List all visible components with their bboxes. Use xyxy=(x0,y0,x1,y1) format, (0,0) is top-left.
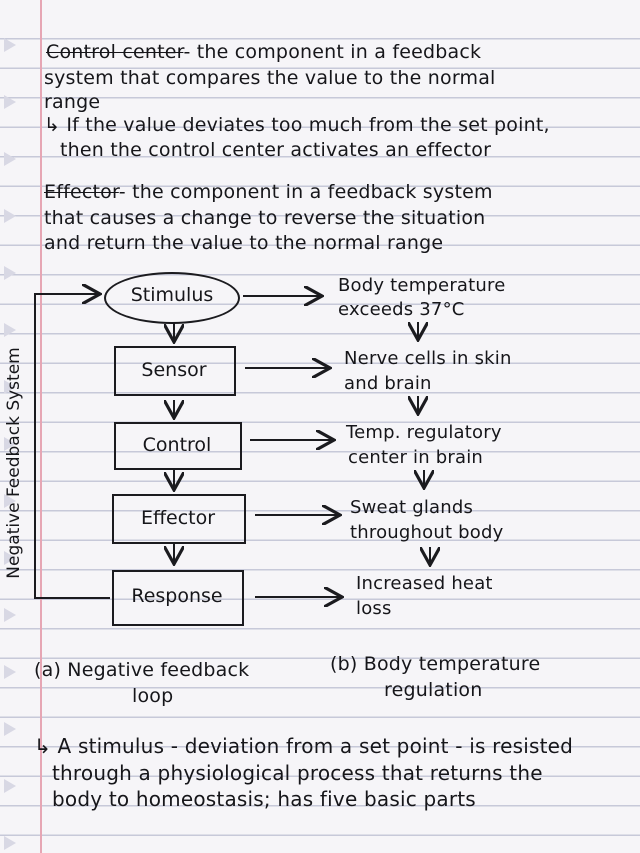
margin-line xyxy=(40,0,42,853)
control-example-line-2: center in brain xyxy=(348,447,484,468)
control-center-definition-line-2: system that compares the value to the normal xyxy=(44,67,496,89)
effector-definition-line-2: that causes a change to reverse the situation xyxy=(44,207,486,229)
summary-line-1: ↳ A stimulus - deviation from a set point - is resisted xyxy=(34,734,574,758)
caption-a-line-2: loop xyxy=(132,685,174,707)
response-example-line-1: Increased heat xyxy=(356,573,493,594)
response-example-line-2: loss xyxy=(356,598,392,619)
control-center-definition-line-1: Control center- the component in a feedback xyxy=(46,41,482,63)
summary-line-3: body to homeostasis; has five basic parts xyxy=(52,787,476,811)
stimulus-example-line-1: Body temperature xyxy=(338,275,506,296)
sensor-label: Sensor xyxy=(141,359,207,381)
margin-mark xyxy=(4,95,16,109)
margin-mark xyxy=(4,38,16,52)
control-center-note-line-1: ↳ If the value deviates too much from the set point, xyxy=(44,114,550,136)
negative-feedback-system-label: Negative Feedback System xyxy=(4,347,24,579)
control-center-term: Control center xyxy=(46,41,184,63)
margin-mark xyxy=(4,608,16,622)
margin-mark xyxy=(4,152,16,166)
margin-mark xyxy=(4,209,16,223)
stimulus-example-line-2: exceeds 37°C xyxy=(338,299,465,320)
effector-example-line-2: throughout body xyxy=(350,522,504,543)
effector-definition-line-1: Effector- the component in a feedback system xyxy=(44,181,493,203)
control-center-note-line-2: then the control center activates an effector xyxy=(60,139,492,161)
margin-mark xyxy=(4,266,16,280)
margin-mark xyxy=(4,836,16,850)
effector-example-line-1: Sweat glands xyxy=(350,497,474,518)
stimulus-label: Stimulus xyxy=(130,284,214,306)
margin-mark xyxy=(4,722,16,736)
effector-label: Effector xyxy=(140,507,216,529)
caption-b-line-1: (b) Body temperature xyxy=(330,653,541,675)
margin-mark xyxy=(4,779,16,793)
control-label: Control xyxy=(142,434,212,456)
control-example-line-1: Temp. regulatory xyxy=(346,422,502,443)
caption-a-line-1: (a) Negative feedback xyxy=(34,659,250,681)
effector-term: Effector xyxy=(44,181,119,203)
margin-mark xyxy=(4,665,16,679)
sensor-example-line-2: and brain xyxy=(344,373,432,394)
summary-line-2: through a physiological process that returns the xyxy=(52,761,543,785)
response-label: Response xyxy=(131,585,223,607)
sensor-example-line-1: Nerve cells in skin xyxy=(344,348,512,369)
effector-definition-line-3: and return the value to the normal range xyxy=(44,232,444,254)
caption-b-line-2: regulation xyxy=(384,679,483,701)
control-center-definition-line-3: range xyxy=(44,91,101,113)
